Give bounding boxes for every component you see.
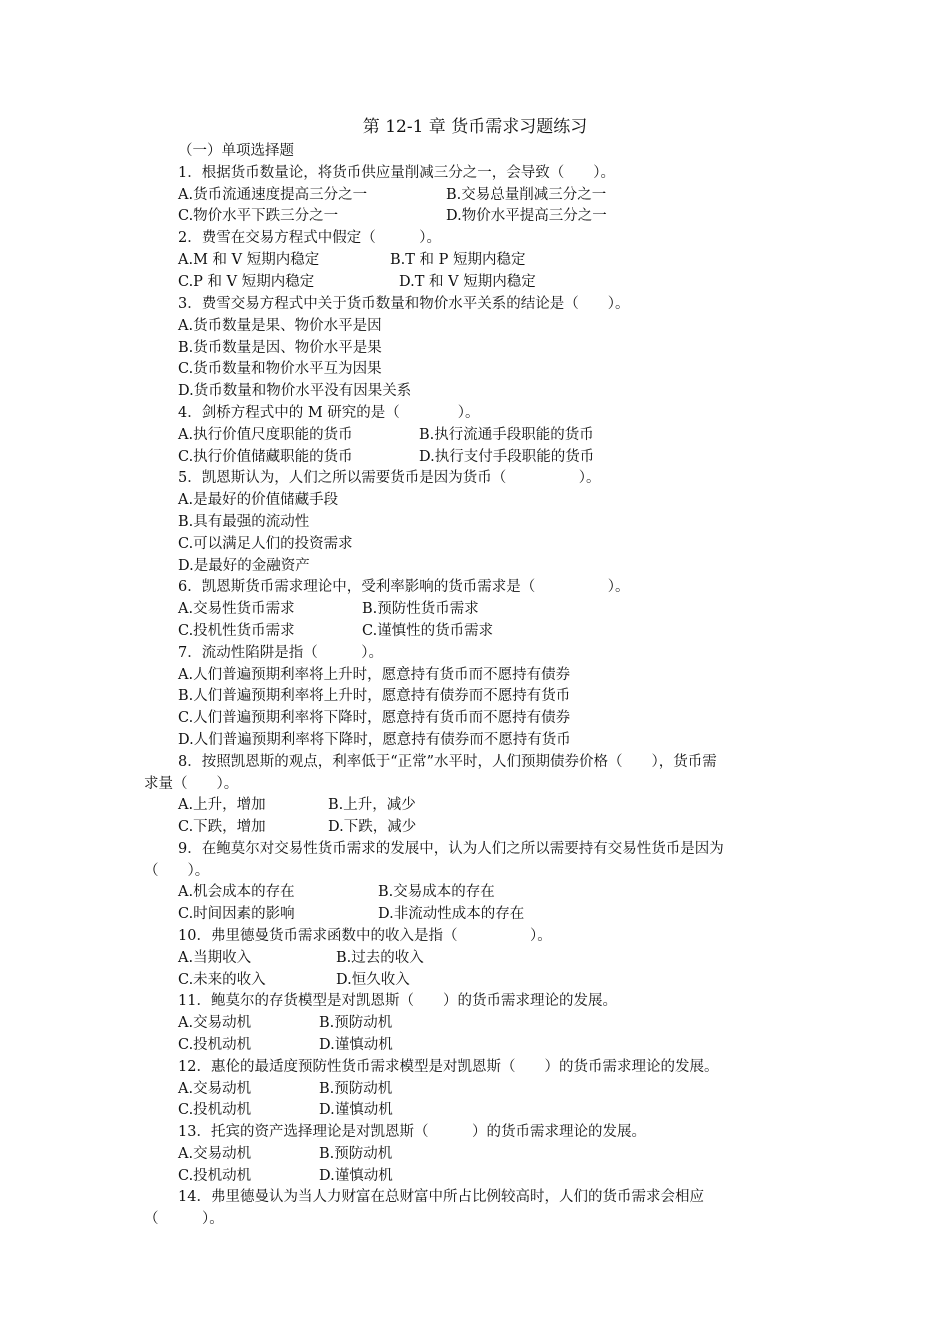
question-2-option-d: D.T 和 V 短期内稳定 xyxy=(399,274,536,290)
question-11-option-b: B.预防动机 xyxy=(319,1015,393,1031)
question-3-option-b: B.货币数量是因、物价水平是果 xyxy=(178,340,382,356)
question-1-option-b: B.交易总量削减三分之一 xyxy=(446,187,607,203)
question-10-option-c: C.未来的收入 xyxy=(178,972,266,988)
question-4-stem: 4．剑桥方程式中的 M 研究的是（ ）。 xyxy=(178,405,480,421)
question-7-stem: 7．流动性陷阱是指（ ）。 xyxy=(178,645,383,661)
question-9-option-d: D.非流动性成本的存在 xyxy=(378,906,525,922)
question-7-option-a: A.人们普遍预期利率将上升时，愿意持有货币而不愿持有债券 xyxy=(178,667,571,683)
question-4-option-a: A.执行价值尺度职能的货币 xyxy=(178,427,353,443)
question-12-option-a: A.交易动机 xyxy=(178,1081,252,1097)
question-3-option-a: A.货币数量是果、物价水平是因 xyxy=(178,318,382,334)
question-4-option-d: D.执行支付手段职能的货币 xyxy=(419,449,595,465)
question-14-stem-line2: （ ）。 xyxy=(144,1211,224,1227)
question-11-option-c: C.投机动机 xyxy=(178,1037,252,1053)
question-6-option-c: C.投机性货币需求 xyxy=(178,623,295,639)
question-13-option-b: B.预防动机 xyxy=(319,1146,393,1162)
question-9-option-a: A.机会成本的存在 xyxy=(178,884,295,900)
question-6-option-d: C.谨慎性的货币需求 xyxy=(362,623,494,639)
question-13-option-c: C.投机动机 xyxy=(178,1168,252,1184)
question-5-option-a: A.是最好的价值储藏手段 xyxy=(178,492,339,508)
question-12-stem: 12．惠伦的最适度预防性货币需求模型是对凯恩斯（ ）的货币需求理论的发展。 xyxy=(178,1059,719,1075)
question-11-option-d: D.谨慎动机 xyxy=(319,1037,393,1053)
question-14-stem-line1: 14．弗里德曼认为当人力财富在总财富中所占比例较高时，人们的货币需求会相应 xyxy=(178,1189,704,1205)
question-10-option-b: B.过去的收入 xyxy=(336,950,424,966)
question-2-option-c: C.P 和 V 短期内稳定 xyxy=(178,274,315,290)
question-5-option-d: D.是最好的金融资产 xyxy=(178,558,310,574)
question-6-stem: 6．凯恩斯货币需求理论中，受利率影响的货币需求是（ ）。 xyxy=(178,579,630,595)
question-8-option-d: D.下跌，减少 xyxy=(328,819,417,835)
question-10-stem: 10．弗里德曼货币需求函数中的收入是指（ ）。 xyxy=(178,928,552,944)
question-5-option-b: B.具有最强的流动性 xyxy=(178,514,310,530)
question-11-option-a: A.交易动机 xyxy=(178,1015,252,1031)
question-5-stem: 5．凯恩斯认为，人们之所以需要货币是因为货币（ ）。 xyxy=(178,470,601,486)
question-8-stem-line2: 求量（ ）。 xyxy=(144,776,239,792)
question-2-option-a: A.M 和 V 短期内稳定 xyxy=(178,252,320,268)
question-7-option-c: C.人们普遍预期利率将下降时，愿意持有货币而不愿持有债券 xyxy=(178,710,571,726)
question-8-option-b: B.上升，减少 xyxy=(328,797,416,813)
section-heading: （一）单项选择题 xyxy=(178,143,294,159)
question-10-option-a: A.当期收入 xyxy=(178,950,252,966)
question-6-option-a: A.交易性货币需求 xyxy=(178,601,295,617)
question-10-option-d: D.恒久收入 xyxy=(336,972,410,988)
question-7-option-d: D.人们普遍预期利率将下降时，愿意持有债券而不愿持有货币 xyxy=(178,732,571,748)
question-3-stem: 3．费雪交易方程式中关于货币数量和物价水平关系的结论是（ ）。 xyxy=(178,296,630,312)
question-4-option-c: C.执行价值储藏职能的货币 xyxy=(178,449,353,465)
question-5-option-c: C.可以满足人们的投资需求 xyxy=(178,536,353,552)
question-1-stem: 1．根据货币数量论，将货币供应量削减三分之一，会导致（ ）。 xyxy=(178,165,615,181)
question-4-option-b: B.执行流通手段职能的货币 xyxy=(419,427,594,443)
question-13-option-d: D.谨慎动机 xyxy=(319,1168,393,1184)
question-11-stem: 11．鲍莫尔的存货模型是对凯恩斯（ ）的货币需求理论的发展。 xyxy=(178,993,617,1009)
question-6-option-b: B.预防性货币需求 xyxy=(362,601,479,617)
question-13-option-a: A.交易动机 xyxy=(178,1146,252,1162)
question-1-option-c: C.物价水平下跌三分之一 xyxy=(178,208,339,224)
question-13-stem: 13．托宾的资产选择理论是对凯恩斯（ ）的货币需求理论的发展。 xyxy=(178,1124,646,1140)
question-7-option-b: B.人们普遍预期利率将上升时，愿意持有债券而不愿持有货币 xyxy=(178,688,571,704)
question-12-option-b: B.预防动机 xyxy=(319,1081,393,1097)
question-2-option-b: B.T 和 P 短期内稳定 xyxy=(390,252,526,268)
question-8-stem-line1: 8．按照凯恩斯的观点，利率低于“正常”水平时，人们预期债券价格（ ），货币需 xyxy=(178,754,717,770)
question-3-option-d: D.货币数量和物价水平没有因果关系 xyxy=(178,383,412,399)
question-9-stem-line1: 9．在鲍莫尔对交易性货币需求的发展中，认为人们之所以需要持有交易性货币是因为 xyxy=(178,841,724,857)
question-12-option-d: D.谨慎动机 xyxy=(319,1102,393,1118)
question-3-option-c: C.货币数量和物价水平互为因果 xyxy=(178,361,382,377)
question-1-option-a: A.货币流通速度提高三分之一 xyxy=(178,187,368,203)
question-9-option-b: B.交易成本的存在 xyxy=(378,884,495,900)
question-2-stem: 2．费雪在交易方程式中假定（ ）。 xyxy=(178,230,441,246)
question-9-stem-line2: （ ）。 xyxy=(144,863,210,879)
question-8-option-c: C.下跌，增加 xyxy=(178,819,266,835)
question-1-option-d: D.物价水平提高三分之一 xyxy=(446,208,607,224)
question-9-option-c: C.时间因素的影响 xyxy=(178,906,295,922)
question-12-option-c: C.投机动机 xyxy=(178,1102,252,1118)
question-8-option-a: A.上升，增加 xyxy=(178,797,266,813)
page-title: 第 12-1 章 货币需求习题练习 xyxy=(362,117,588,137)
